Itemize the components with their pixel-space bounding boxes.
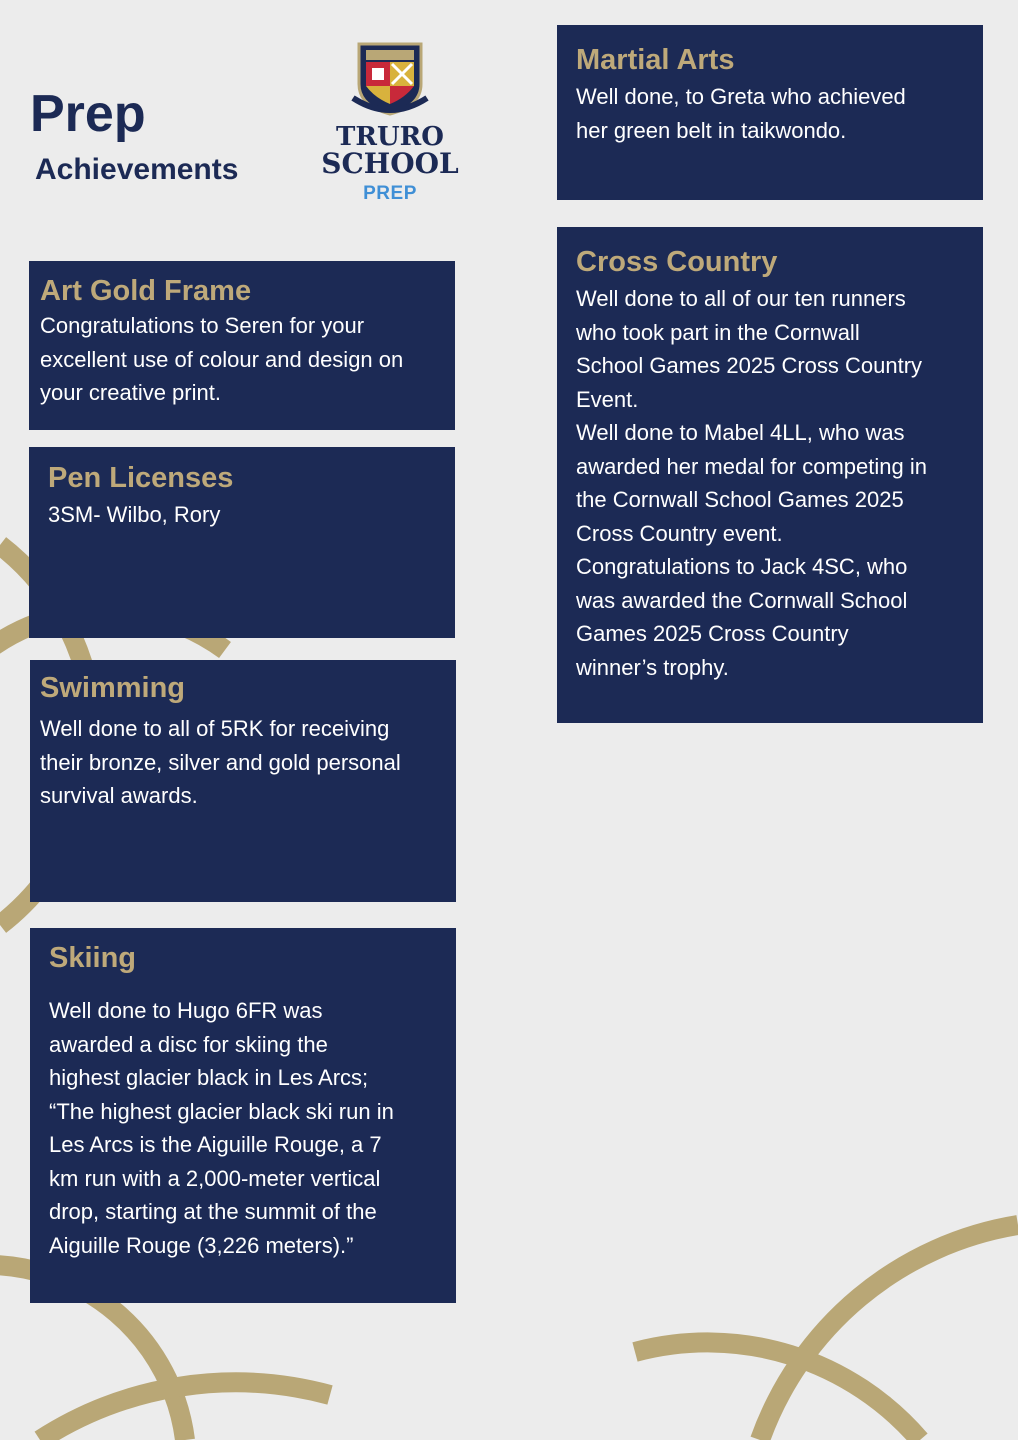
school-logo xyxy=(315,38,465,208)
card-title: Cross Country xyxy=(576,246,778,278)
card-text: Well done to all of our ten runners who took part in the Cornwall School Games 2025 Cross Country Event. Well done to Mabel 4LL, who was awarded her medal for competing in the Cornwall School Games 2025 Cross Country event. Congratulations to Jack 4SC, who was awarded the Cornwall School Games 2025 Cross Country winner’s trophy. xyxy=(576,286,927,680)
card-text: Well done to all of 5RK for receiving their bronze, silver and gold personal survival awards. xyxy=(40,716,401,809)
card-art-gold-frame xyxy=(29,261,455,430)
card-title: Skiing xyxy=(49,942,137,974)
card-martial-arts xyxy=(557,25,983,200)
card-title: Swimming xyxy=(40,672,186,704)
school-crest-icon xyxy=(351,40,429,116)
card-cross-country xyxy=(557,227,983,723)
page-subtitle: Achievements xyxy=(35,153,239,186)
card-title: Martial Arts xyxy=(576,44,735,76)
logo-wordmark-prep: PREP xyxy=(363,183,417,204)
logo-wordmark-line1: TRURO xyxy=(336,122,444,152)
logo-wordmark-line2: SCHOOL xyxy=(321,147,459,180)
page-title: Prep xyxy=(30,85,146,143)
card-title: Pen Licenses xyxy=(48,462,234,494)
card-title: Art Gold Frame xyxy=(40,275,252,307)
card-skiing xyxy=(30,928,456,1303)
card-text: Congratulations to Seren for your excellent use of colour and design on your creative print. xyxy=(40,313,404,406)
card-pen-licenses xyxy=(29,447,455,638)
card-text: Well done, to Greta who achieved her green belt in taikwondo. xyxy=(576,84,906,143)
card-text: 3SM- Wilbo, Rory xyxy=(48,502,221,528)
card-text: Well done to Hugo 6FR was awarded a disc for skiing the highest glacier black in Les Arcs; “The highest glacier black ski run in Les Arcs is the Aiguille Rouge, a 7 km run with a 2,000-meter vertical drop, starting at the summit of the Aiguille Rouge (3,226 meters).” xyxy=(49,998,394,1258)
card-swimming xyxy=(30,660,456,902)
